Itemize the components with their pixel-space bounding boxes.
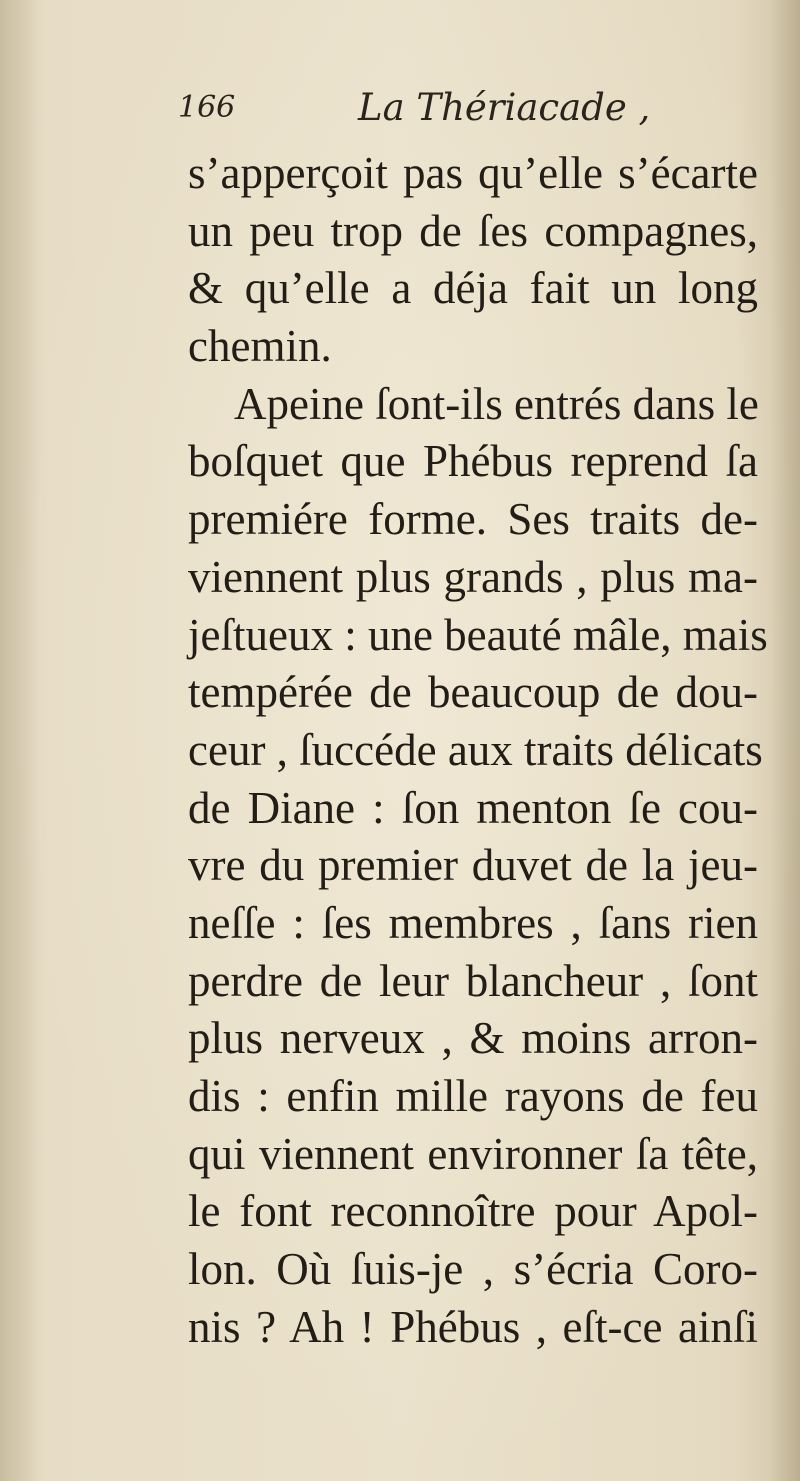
page-edge-shadow	[770, 0, 800, 1481]
text-line: qui viennent environner ſa tête,	[188, 1128, 758, 1179]
page-number: 166	[178, 90, 236, 125]
text-line: lon. Où ſuis-je , s’écria Coro-	[188, 1244, 758, 1295]
text-line: le font reconnoître pour Apol-	[188, 1186, 758, 1237]
text-line: neſſe : ſes membres , ſans rien	[188, 897, 758, 948]
text-line: un peu trop de ſes compagnes,	[188, 205, 758, 256]
text-line: & qu’elle a déja fait un long	[188, 263, 758, 314]
text-line: jeſtueux : une beauté mâle, mais	[188, 609, 768, 660]
text-line: tempérée de beaucoup de dou-	[188, 667, 758, 718]
text-line: chemin.	[188, 321, 332, 372]
gutter-shadow	[0, 0, 40, 1481]
body-text	[188, 145, 768, 1356]
text-line: perdre de leur blancheur , ſont	[188, 955, 758, 1006]
page-header	[178, 86, 651, 136]
text-line: premiére forme. Ses traits de-	[188, 494, 758, 545]
text-line: vre du premier duvet de la jeu-	[188, 840, 758, 891]
text-line: plus nerveux , & moins arron-	[188, 1013, 758, 1064]
text-line: Apeine ſont-ils entrés dans le	[234, 378, 759, 429]
text-line: s’apperçoit pas qu’elle s’écarte	[188, 148, 758, 198]
text-line: boſquet que Phébus reprend ſa	[188, 436, 758, 487]
text-line: ceur , ſuccéde aux traits délicats	[188, 724, 763, 775]
text-line: viennent plus grands , plus ma-	[188, 551, 758, 602]
text-line: dis : enfin mille rayons de feu	[188, 1071, 758, 1121]
text-line: de Diane : ſon menton ſe cou-	[188, 782, 758, 833]
text-line: nis ? Ah ! Phébus , eſt-ce ainſi	[188, 1301, 758, 1352]
running-title: La Thériacade ,	[358, 86, 651, 129]
